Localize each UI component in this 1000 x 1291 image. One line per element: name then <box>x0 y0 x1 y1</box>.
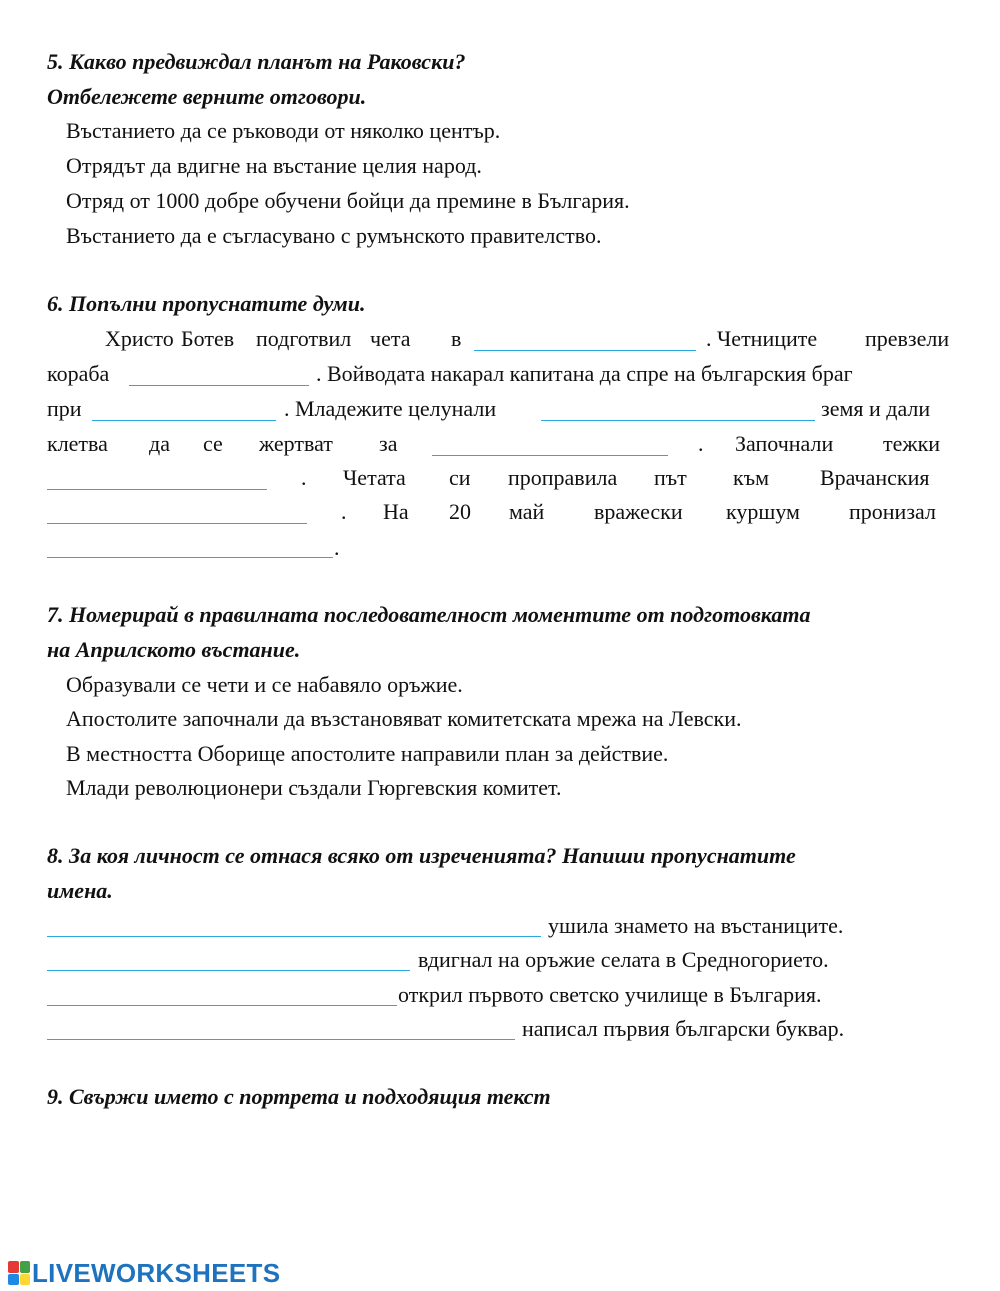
q6-text: клетва <box>47 431 108 456</box>
q6-text: . Четниците <box>706 326 818 351</box>
q6-text: пронизал <box>849 499 936 524</box>
q5-title: 5. Какво предвиждал планът на Раковски? <box>47 49 466 74</box>
q6-text: . <box>341 499 347 524</box>
q6-text: земя и дали <box>821 396 931 421</box>
q6-blank-input[interactable] <box>47 557 333 558</box>
q7-title: 7. Номерирай в правилната последователност моментите от подготовката <box>47 602 811 627</box>
q6-text: . <box>698 431 704 456</box>
q6-text: вражески <box>594 499 683 524</box>
q6-text: . Войводата накарал капитана да спре на българския браг <box>316 361 853 386</box>
q6-text: Ботев <box>181 326 235 351</box>
q6-blank-input[interactable] <box>129 385 309 386</box>
q6-blank-input[interactable] <box>541 420 815 421</box>
q6-text: Христо <box>105 326 174 351</box>
q5-option[interactable]: Отрядът да вдигне на въстание целия народ. <box>66 153 482 178</box>
q8-name-input[interactable] <box>47 936 541 937</box>
q6-text: . Младежите целунали <box>284 396 497 421</box>
q6-text: проправила <box>508 465 618 490</box>
q6-text: куршум <box>726 499 800 524</box>
q5-subtitle: Отбележете верните отговори. <box>47 84 367 109</box>
q6-text: при <box>47 396 82 421</box>
q6-blank-input[interactable] <box>92 420 276 421</box>
q6-text: подготвил <box>256 326 352 351</box>
q6-text: На <box>383 499 409 524</box>
logo-badge-icon <box>8 1261 30 1285</box>
q6-text: тежки <box>883 431 941 456</box>
q6-blank-input[interactable] <box>47 523 307 524</box>
q6-text: чета <box>370 326 411 351</box>
q6-text: превзели <box>865 326 950 351</box>
q6-text: да <box>149 431 170 456</box>
q8-name-input[interactable] <box>47 1005 397 1006</box>
q6-text: кораба <box>47 361 110 386</box>
q6-text: жертват <box>259 431 333 456</box>
q8-name-input[interactable] <box>47 1039 515 1040</box>
q8-item: вдигнал на оръжие селата в Средногорието. <box>418 947 829 972</box>
q5-option[interactable]: Отряд от 1000 добре обучени бойци да премине в България. <box>66 188 630 213</box>
q7-title-cont: на Априлското въстание. <box>47 637 301 662</box>
q8-item: открил първото светско училище в България. <box>398 982 822 1007</box>
q7-item[interactable]: Образували се чети и се набавяло оръжие. <box>66 672 463 697</box>
q6-text: . <box>334 535 340 560</box>
q8-title-cont: имена. <box>47 878 113 903</box>
q6-text: Четата <box>343 465 406 490</box>
q6-blank-input[interactable] <box>47 489 267 490</box>
q6-text: Врачанския <box>820 465 930 490</box>
q6-text: за <box>379 431 398 456</box>
q6-blank-input[interactable] <box>474 350 696 351</box>
q7-item[interactable]: Млади революционери създали Гюргевския комитет. <box>66 775 562 800</box>
q6-blank-input[interactable] <box>432 455 668 456</box>
q6-text: Започнали <box>735 431 834 456</box>
q6-text: към <box>733 465 769 490</box>
q8-item: ушила знамето на въстаниците. <box>548 913 844 938</box>
q7-item[interactable]: Апостолите започнали да възстановяват комитетската мрежа на Левски. <box>66 706 742 731</box>
q6-text: се <box>203 431 223 456</box>
liveworksheets-logo[interactable] <box>8 1258 280 1288</box>
q6-text: в <box>451 326 462 351</box>
q5-option[interactable]: Въстанието да е съгласувано с румънското правителство. <box>66 223 602 248</box>
q6-text: май <box>509 499 545 524</box>
q5-option[interactable]: Въстанието да се ръководи от няколко център. <box>66 118 501 143</box>
logo-text: LIVEWORKSHEETS <box>32 1257 281 1288</box>
q6-text: си <box>449 465 471 490</box>
q6-text: 20 <box>449 499 471 524</box>
q8-item: написал първия български буквар. <box>522 1016 845 1041</box>
q6-text: . <box>301 465 307 490</box>
q8-name-input[interactable] <box>47 970 410 971</box>
q7-item[interactable]: В местността Оборище апостолите направили план за действие. <box>66 741 669 766</box>
q9-title: 9. Свържи името с портрета и подходящия текст <box>47 1084 551 1109</box>
q6-text: път <box>654 465 687 490</box>
q8-title: 8. За коя личност се отнася всяко от изреченията? Напиши пропуснатите <box>47 843 796 868</box>
q6-title: 6. Попълни пропуснатите думи. <box>47 291 366 316</box>
